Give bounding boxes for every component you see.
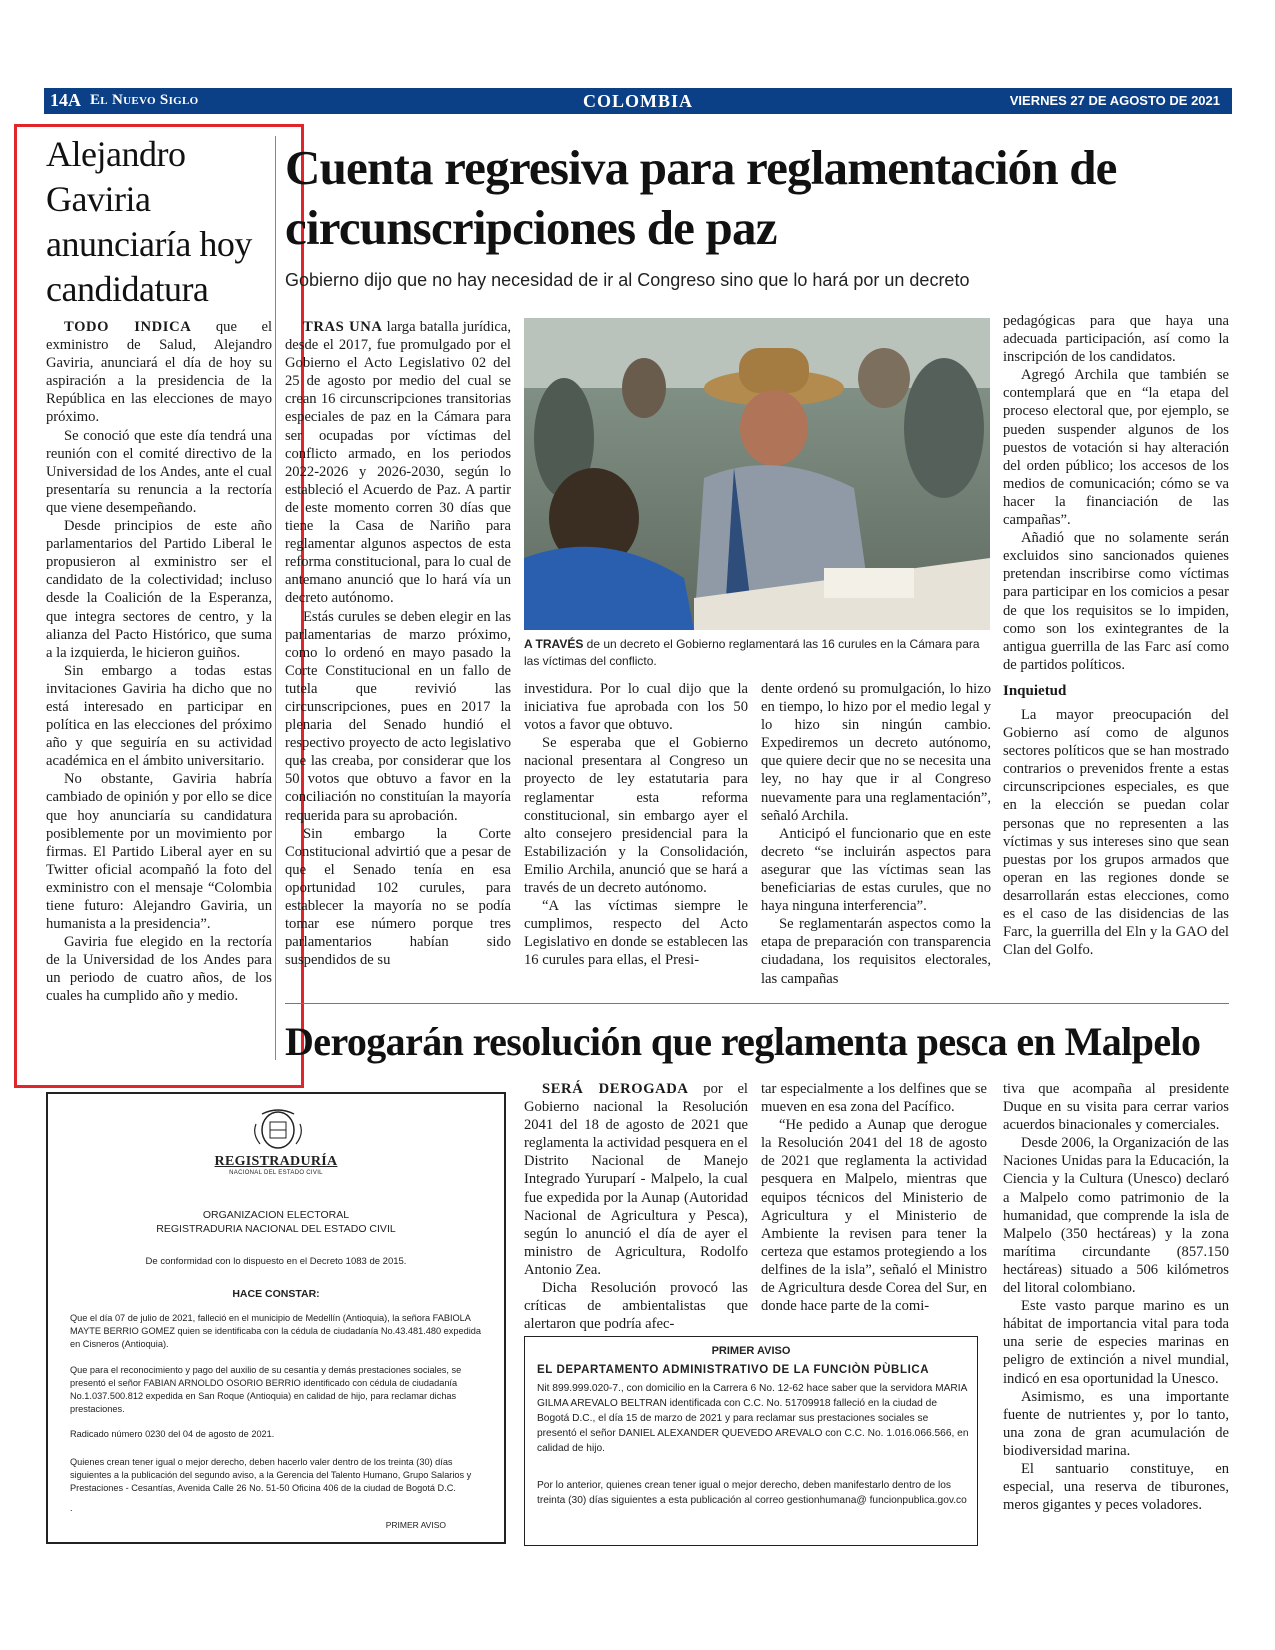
main-story-column-3 xyxy=(761,680,991,990)
photo-caption xyxy=(524,636,990,670)
registraduria-logo-text: REGISTRADURÍA xyxy=(214,1154,338,1169)
column-divider xyxy=(275,136,276,1060)
paragraph: La mayor preocupación del Gobierno así como de algunos sectores políticos que se han mostrado contrarios o prevenidos frente a estas circunscripciones especiales, es que en la elección se puedan colar personas que no representen a las víctimas y sus intereses sino que sean puestas por los grupos armados que operan en las regiones donde se desarrollarán estas elecciones, como es el caso de las disidencias de las Farc, la guerrilla del Eln y la GAO del Clan del Golfo. xyxy=(1003,706,1229,959)
left-story-title: Alejandro Gaviria anunciaría hoy candidatura xyxy=(46,134,252,309)
caption-lead: A TRAVÉS xyxy=(524,637,584,651)
section-divider xyxy=(285,1003,1229,1004)
paragraph xyxy=(285,318,511,608)
paragraph: “He pedido a Aunap que derogue la Resolución 2041 del 18 de agosto de 2021 que reglamenta la actividad pesquera en Malpelo, mientras que equipos técnicos del Ministerio de Agricultura y el Ministerio de Ambiente la revisen para tener la certeza que estamos protegiendo a los delfines de la isla”, señaló el Ministro de Agricultura desde Corea del Sur, en donde hace parte de la comi- xyxy=(761,1117,987,1315)
notice-dot: . xyxy=(70,1503,73,1513)
coat-of-arms-icon xyxy=(248,1104,308,1152)
main-story-column-4 xyxy=(1003,312,1229,992)
paragraph: Este vasto parque marino es un hábitat de importancia vital para toda una serie de especies marinas en peligro de extinción a nivel mundial, indicó en esa oportunidad la Unesco. xyxy=(1003,1298,1229,1387)
conformity-line: De conformidad con lo dispuesto en el Decreto 1083 de 2015. xyxy=(145,1256,407,1267)
paragraph: tar especialmente a los delfines que se mueven en esa zona del Pacífico. xyxy=(761,1081,987,1116)
paragraph: “A las víctimas siempre le cumplimos, respecto del Acto Legislativo en donde se establecen las 16 curules para ellas, el Presi- xyxy=(524,898,748,969)
second-headline: Derogarán resolución que reglamenta pesca en Malpelo xyxy=(285,1019,1201,1064)
paragraph: Agregó Archila que también se contemplará que en “la etapa del proceso electoral que, por ejemplo, se pueden suspender algunos de los puestos de votación si hay alteración del orden público; los accesos de los medios de comunicación; cómo se va hacer la financiación de las campañas”. xyxy=(1003,367,1229,529)
paragraph: Anticipó el funcionario que en este decreto “se incluirán aspectos para asegurar que las víctimas sean las beneficiarias de estas curules, que no haya ninguna interferencia”. xyxy=(761,825,991,915)
paragraph: tiva que acompaña al presidente Duque en su visita para cerrar varios acuerdos binacionales y comerciales. xyxy=(1003,1081,1229,1134)
main-story-column-1 xyxy=(285,318,511,990)
main-story-column-2 xyxy=(524,680,748,990)
paragraph: Desde 2006, la Organización de las Naciones Unidas para la Educación, la Ciencia y la Cultura (Unesco) declaró a Malpelo como patrimonio de la humanidad, que comprende la isla de Malpelo (350 hectáreas) y la zona marítima circundante (857.150 hectáreas) situado a 506 kilómetros del litoral colombiano. xyxy=(1003,1135,1229,1297)
paragraph: dente ordenó su promulgación, lo hizo en tiempo, lo hizo por el medio legal y lo hizo sin ningún cambio. Expediremos un decreto autónomo, que quiere decir que no se necesita una ley, no hay que ir al Congreso nuevamente para una reglamentación”, señaló Archila. xyxy=(761,681,991,824)
page-header-bar xyxy=(44,88,1232,114)
paragraph: Sin embargo la Corte Constitucional advirtió que a pesar de que el Senado tenía en esa oportunidad 102 curules, para establecer la mayoría no se podía tomar ese número porque tres parlamentarios habían sido suspendidos de su xyxy=(285,825,511,969)
notice-paragraph: Radicado número 0230 del 04 de agosto de 2021. xyxy=(70,1429,275,1439)
paragraph: Estás curules se deben elegir en las parlamentarias de marzo próximo, como lo ordenó en mayo pasado la Corte Constitucional en un fallo de tutela que revivió las circunscripciones, pues en 2017 la plenaria del Senado hundió el respectivo proyecto de acto legislativo que las creaba, por considerar que los 50 votos que obtuvo a favor en la conciliación no constituían la mayoría requerida para su aprobación. xyxy=(285,608,511,824)
notice-footer: PRIMER AVISO xyxy=(385,1520,446,1530)
crowd-photo-illustration xyxy=(524,318,990,630)
paragraph-text: larga batalla jurídica, desde el 2017, fue promulgado por el Gobierno el Acto Legislativo 02 del 25 de agosto por medio del cual se crean 16 circunscripciones transitorias especiales de paz en la Cámara para ser ocupadas por víctimas del conflicto armado, en los periodos 2022-2026 y 2026-2030, según lo estableció el Acuerdo de Paz. A partir de este momento corren 30 días que tiene la Casa de Nariño para reglamentar algunos aspectos de esta reforma constitucional, para lo cual de antemano anunció que lo hará vía un decreto autónomo. xyxy=(285,319,512,607)
second-story-column-3 xyxy=(1003,1080,1229,1546)
main-subheadline: Gobierno dijo que no hay necesidad de ir al Congreso sino que lo hará por un decreto xyxy=(285,270,970,290)
lead-words: TODO INDICA xyxy=(64,319,192,335)
left-story-body xyxy=(46,318,272,1058)
paragraph: Añadió que no solamente serán excluidos sino sancionados quienes pretendan inscribirse como víctimas para participar en los comicios a pesar de que los requisitos se lo impiden, como son los exintegrantes de la antigua guerrilla de las Farc así como de partidos políticos. xyxy=(1003,530,1229,673)
paragraph-text: por el Gobierno nacional la Resolución 2041 del 18 de agosto de 2021 que reglamenta la actividad pesquera en el Distrito Nacional de Manejo Integrado Yuruparí - Malpelo, la cual fue expedida por la Aunap (Autoridad Nacional de Agricultura y Pesca), según lo anunció el día de ayer el ministro de Agricultura, Rodolfo Antonio Zea. xyxy=(524,1081,748,1278)
hace-constar-heading: HACE CONSTAR: xyxy=(232,1288,320,1300)
section-name: COLOMBIA xyxy=(582,91,693,111)
registraduria-logo-subtext: NACIONAL DEL ESTADO CIVIL xyxy=(229,1170,323,1176)
paragraph: No obstante, Gaviria habría cambiado de opinión y por ello se dice que hoy anunciaría su candidatura posiblemente por un movimiento por firmas. El Partido Liberal ayer en su Twitter oficial acompañó la foto del exministro con el mensaje “Colombia tiene futuro: Alejandro Gaviria, un humanista a la presidencia”. xyxy=(46,771,272,933)
paragraph: investidura. Por lo cual dijo que la iniciativa fue aprobada con los 50 votos a favor que obtuvo. xyxy=(524,681,748,734)
paragraph: Dicha Resolución provocó las críticas de ambientalistas que alertaron que podría afec- xyxy=(524,1280,748,1333)
paragraph: Se conoció que este día tendrá una reunión con el comité directivo de la Universidad de los Andes, ante el cual presentaría su renuncia a la rectoría que viene desempeñando. xyxy=(46,427,272,516)
issue-date: VIERNES 27 DE AGOSTO DE 2021 xyxy=(1009,93,1220,108)
org-line: REGISTRADURIA NACIONAL DEL ESTADO CIVIL xyxy=(156,1223,396,1235)
paragraph xyxy=(524,1080,748,1279)
paragraph: Sin embargo a todas estas invitaciones Gaviria ha dicho que no está interesado en participar en política en las elecciones del próximo año y que seguiría en su actividad académica en el ámbito universitario. xyxy=(46,662,272,770)
notice-paragraph: Quienes crean tener igual o mejor derecho, deben hacerlo valer dentro de los treinta (30) días siguientes a la publicación del segundo aviso, a la Gerencia del Talento Humano, Grupo Salarios y Prestaciones - Cesantías, Avenida Calle 26 No. 51-50 Oficina 406 de la ciudad de Bogotá D.C. xyxy=(70,1457,472,1493)
lead-words: TRAS UNA xyxy=(303,319,383,335)
funcion-publica-notice xyxy=(524,1336,978,1546)
paragraph: Gaviria fue elegido en la rectoría de la Universidad de los Andes para un periodo de cuatro años, de los cuales ha cumplido año y medio. xyxy=(46,934,272,1005)
paragraph-text: que el exministro de Salud, Alejandro Gaviria, anunciará el día de hoy su aspiración a la presidencia de la República en las elecciones de mayo próximo. xyxy=(46,319,272,426)
paragraph xyxy=(46,318,272,427)
notice-body: Nit 899.999.020-7., con domicilio en la Carrera 6 No. 12-62 hace saber que la servidora MARIA GILMA AREVALO BELTRAN identificada con C.C. No. 51709918 falleció en la ciudad de Bogotá D.C., el día 15 de marzo de 2021 y para reclamar sus prestaciones sociales se presentó el señor DANIEL ALEXANDER QUEVEDO AREVALO con C.C. No. 1.016.066.566, en calidad de hijo. xyxy=(537,1383,969,1454)
page-number: 14A xyxy=(50,90,81,110)
registraduria-notice xyxy=(46,1092,506,1544)
paragraph: El santuario constituye, en especial, una reserva de tiburones, meros gigantes y peces voladores. xyxy=(1003,1460,1229,1514)
lead-words: SERÁ DEROGADA xyxy=(542,1081,689,1097)
notice-organization: EL DEPARTAMENTO ADMINISTRATIVO DE LA FUNCIÒN PÙBLICA xyxy=(537,1364,930,1376)
paragraph: Asimismo, es una importante fuente de nutrientes y, por lo tanto, una zona de gran acumulación de biodiversidad marina. xyxy=(1003,1388,1229,1459)
news-photo xyxy=(524,318,990,630)
notice-paragraph: Que para el reconocimiento y pago del auxilio de su cesantía y demás prestaciones sociales, se presentó el señor FABIAN ARNOLDO OSORIO BERRIO identificado con cédula de ciudadanía No.1.037.500.812 expedida en San Roque (Antioquia) en calidad de hijo, para reclamar dichas prestaciones. xyxy=(70,1365,462,1414)
second-story-column-1 xyxy=(524,1080,748,1333)
second-story-column-2 xyxy=(761,1080,987,1324)
caption-text: de un decreto el Gobierno reglamentará las 16 curules en la Cámara para las víctimas del conflicto. xyxy=(524,637,980,668)
org-line: ORGANIZACION ELECTORAL xyxy=(202,1209,350,1221)
notice-title: PRIMER AVISO xyxy=(711,1345,791,1357)
paragraph: Se esperaba que el Gobierno nacional presentara al Congreso un proyecto de ley estatutaria para reglamentar esta reforma constitucional, sin embargo ayer el alto consejero presidencial para la Estabilización y la Consolidación, Emilio Archila, anunció que se hará a través de un decreto autónomo. xyxy=(524,735,748,897)
paragraph: pedagógicas para que haya una adecuada participación, así como la inscripción de los candidatos. xyxy=(1003,313,1229,366)
organization-heading xyxy=(48,1208,504,1236)
notice-body: Por lo anterior, quienes crean tener igual o mejor derecho, deben manifestarlo dentro de los treinta (30) días siguientes a esta publicación al correo gestionhumana@ funcionpublica.gov.co xyxy=(537,1480,967,1506)
newspaper-name: El Nuevo Siglo xyxy=(90,92,199,108)
subheading: Inquietud xyxy=(1003,682,1067,699)
paragraph: Desde principios de este año parlamentarios del Partido Liberal le propusieron al exministro ser el candidato de la colectividad; incluso desde la Coalición de la Esperanza, que integra sectores de centro, y la alianza del Pacto Histórico, que suma a la izquierda, le hicieron guiños. xyxy=(46,518,272,661)
paragraph: Se reglamentarán aspectos como la etapa de preparación con transparencia ciudadana, los requisitos electorales, las campañas xyxy=(761,916,991,987)
notice-paragraph: Que el día 07 de julio de 2021, falleció en el municipio de Medellín (Antioquia), la señora FABIOLA MAYTE BERRIO GOMEZ quien se identificaba con la cédula de ciudadanía No.43.481.480 expedida en Cisneros (Antioquia). xyxy=(70,1313,481,1349)
main-headline: Cuenta regresiva para reglamentación de circunscripciones de paz xyxy=(285,140,1117,255)
